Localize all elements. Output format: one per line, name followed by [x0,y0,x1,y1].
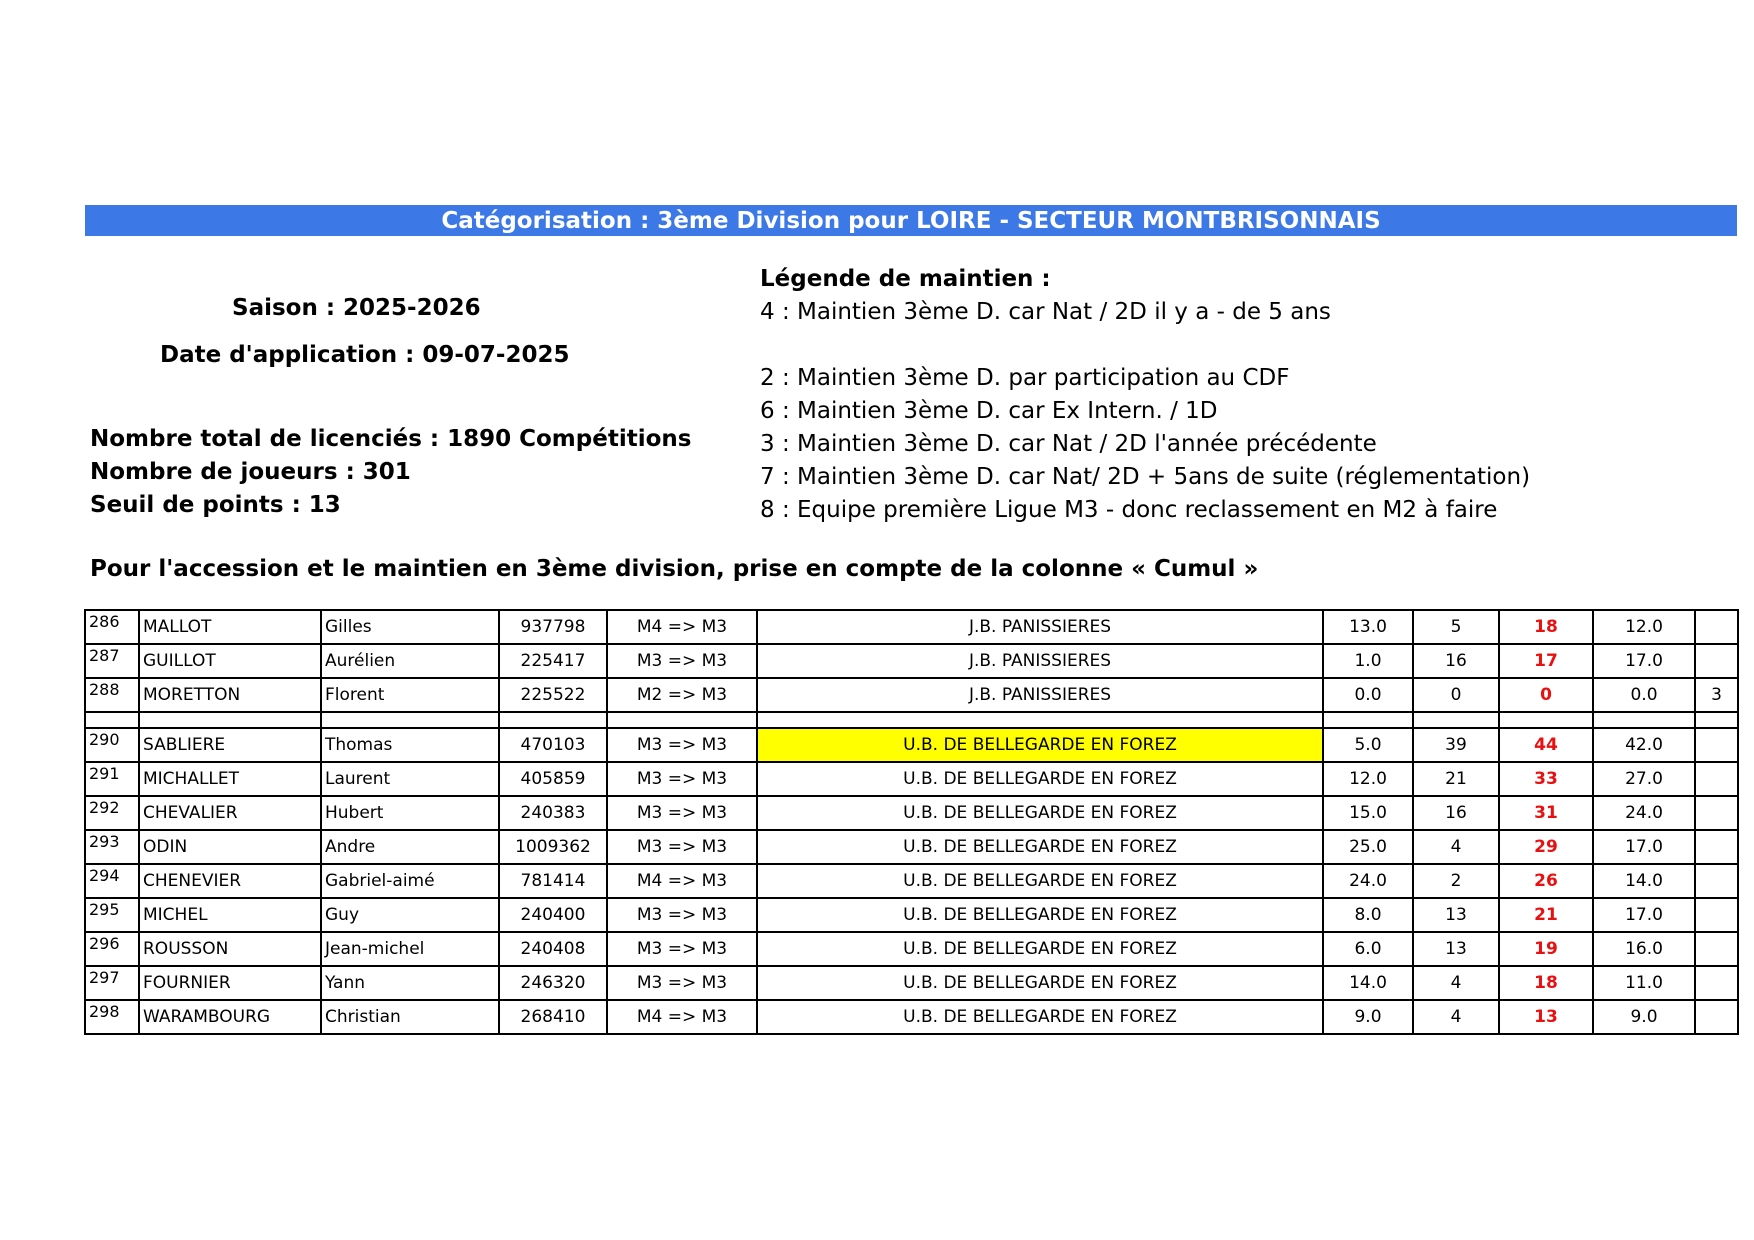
first-name-cell: Yann [321,966,499,1000]
last-name-cell: ROUSSON [139,932,321,966]
club-cell: U.B. DE BELLEGARDE EN FOREZ [757,1000,1323,1034]
cumul-cell: 33 [1499,762,1593,796]
application-date: Date d'application : 09-07-2025 [160,342,570,368]
bonus-cell: 39 [1413,728,1499,762]
first-name-cell: Gilles [321,610,499,644]
bonus-cell: 2 [1413,864,1499,898]
first-name-cell: Gabriel-aimé [321,864,499,898]
empty-cell [1323,712,1413,728]
previous-points-cell: 17.0 [1593,898,1695,932]
table-row [85,1000,1738,1034]
club-cell: U.B. DE BELLEGARDE EN FOREZ [757,830,1323,864]
empty-cell [139,712,321,728]
previous-points-cell: 17.0 [1593,644,1695,678]
empty-cell [1695,712,1738,728]
maintenance-code-cell [1695,898,1738,932]
points-cell: 15.0 [1323,796,1413,830]
last-name-cell: ODIN [139,830,321,864]
empty-cell [607,712,757,728]
points-cell: 14.0 [1323,966,1413,1000]
cumul-cell: 44 [1499,728,1593,762]
license-cell: 225522 [499,678,607,712]
previous-points-cell: 14.0 [1593,864,1695,898]
separator-row [85,712,1738,728]
club-cell: J.B. PANISSIERES [757,678,1323,712]
last-name-cell: SABLIERE [139,728,321,762]
bonus-cell: 5 [1413,610,1499,644]
club-cell: J.B. PANISSIERES [757,610,1323,644]
last-name-cell: MALLOT [139,610,321,644]
first-name-cell: Aurélien [321,644,499,678]
maintenance-code-cell [1695,1000,1738,1034]
row-number: 296 [85,932,139,966]
first-name-cell: Andre [321,830,499,864]
last-name-cell: WARAMBOURG [139,1000,321,1034]
maintenance-code-cell [1695,966,1738,1000]
first-name-cell: Jean-michel [321,932,499,966]
table-row [85,932,1738,966]
license-cell: 937798 [499,610,607,644]
row-number: 294 [85,864,139,898]
club-cell: J.B. PANISSIERES [757,644,1323,678]
points-cell: 5.0 [1323,728,1413,762]
table-row [85,966,1738,1000]
legend-title: Légende de maintien : [760,266,1051,292]
table-row [85,898,1738,932]
points-cell: 24.0 [1323,864,1413,898]
first-name-cell: Christian [321,1000,499,1034]
row-number: 290 [85,728,139,762]
points-threshold: Seuil de points : 13 [90,492,341,518]
previous-points-cell: 12.0 [1593,610,1695,644]
last-name-cell: MORETTON [139,678,321,712]
club-cell: U.B. DE BELLEGARDE EN FOREZ [757,932,1323,966]
total-licensees: Nombre total de licenciés : 1890 Compétitions [90,426,692,452]
club-cell: U.B. DE BELLEGARDE EN FOREZ [757,864,1323,898]
bonus-cell: 21 [1413,762,1499,796]
last-name-cell: CHEVALIER [139,796,321,830]
category-cell: M4 => M3 [607,1000,757,1034]
cumul-cell: 21 [1499,898,1593,932]
club-cell: U.B. DE BELLEGARDE EN FOREZ [757,728,1323,762]
club-cell: U.B. DE BELLEGARDE EN FOREZ [757,966,1323,1000]
category-cell: M3 => M3 [607,966,757,1000]
player-count: Nombre de joueurs : 301 [90,459,411,485]
last-name-cell: FOURNIER [139,966,321,1000]
table-row [85,864,1738,898]
cumul-cell: 17 [1499,644,1593,678]
maintenance-code-cell [1695,932,1738,966]
empty-cell [1499,712,1593,728]
first-name-cell: Hubert [321,796,499,830]
maintenance-code-cell [1695,610,1738,644]
table-row [85,830,1738,864]
bonus-cell: 0 [1413,678,1499,712]
table-row [85,762,1738,796]
legend-item: 6 : Maintien 3ème D. car Ex Intern. / 1D [760,398,1218,424]
points-cell: 1.0 [1323,644,1413,678]
results-table [84,609,1739,1035]
club-cell: U.B. DE BELLEGARDE EN FOREZ [757,898,1323,932]
license-cell: 246320 [499,966,607,1000]
legend-item: 8 : Equipe première Ligue M3 - donc reclassement en M2 à faire [760,497,1498,523]
cumul-cell: 13 [1499,1000,1593,1034]
table-row [85,610,1738,644]
season-label: Saison : 2025-2026 [232,295,481,321]
first-name-cell: Guy [321,898,499,932]
bonus-cell: 4 [1413,1000,1499,1034]
bonus-cell: 13 [1413,898,1499,932]
first-name-cell: Thomas [321,728,499,762]
maintenance-code-cell [1695,796,1738,830]
cumul-cell: 26 [1499,864,1593,898]
license-cell: 240408 [499,932,607,966]
previous-points-cell: 16.0 [1593,932,1695,966]
last-name-cell: MICHEL [139,898,321,932]
license-cell: 781414 [499,864,607,898]
empty-cell [85,712,139,728]
previous-points-cell: 9.0 [1593,1000,1695,1034]
maintenance-code-cell [1695,830,1738,864]
row-number: 288 [85,678,139,712]
row-number: 286 [85,610,139,644]
cumul-cell: 0 [1499,678,1593,712]
previous-points-cell: 0.0 [1593,678,1695,712]
empty-cell [757,712,1323,728]
cumul-cell: 31 [1499,796,1593,830]
club-cell: U.B. DE BELLEGARDE EN FOREZ [757,796,1323,830]
bonus-cell: 4 [1413,966,1499,1000]
empty-cell [321,712,499,728]
previous-points-cell: 11.0 [1593,966,1695,1000]
row-number: 297 [85,966,139,1000]
maintenance-code-cell [1695,644,1738,678]
cumul-note: Pour l'accession et le maintien en 3ème division, prise en compte de la colonne « Cumul » [90,556,1259,582]
bonus-cell: 13 [1413,932,1499,966]
license-cell: 470103 [499,728,607,762]
row-number: 287 [85,644,139,678]
points-cell: 9.0 [1323,1000,1413,1034]
page-title: Catégorisation : 3ème Division pour LOIRE - SECTEUR MONTBRISONNAIS [85,205,1737,236]
category-cell: M4 => M3 [607,864,757,898]
category-cell: M3 => M3 [607,932,757,966]
category-cell: M3 => M3 [607,762,757,796]
category-cell: M3 => M3 [607,644,757,678]
category-cell: M3 => M3 [607,830,757,864]
legend-item: 7 : Maintien 3ème D. car Nat/ 2D + 5ans de suite (réglementation) [760,464,1531,490]
previous-points-cell: 24.0 [1593,796,1695,830]
empty-cell [499,712,607,728]
row-number: 298 [85,1000,139,1034]
legend-spacer [760,329,1530,362]
points-cell: 8.0 [1323,898,1413,932]
cumul-cell: 19 [1499,932,1593,966]
license-cell: 1009362 [499,830,607,864]
first-name-cell: Florent [321,678,499,712]
license-cell: 268410 [499,1000,607,1034]
empty-cell [1413,712,1499,728]
previous-points-cell: 17.0 [1593,830,1695,864]
club-cell: U.B. DE BELLEGARDE EN FOREZ [757,762,1323,796]
points-cell: 12.0 [1323,762,1413,796]
row-number: 292 [85,796,139,830]
maintenance-code-cell [1695,762,1738,796]
table-row [85,796,1738,830]
maintenance-code-cell: 3 [1695,678,1738,712]
previous-points-cell: 27.0 [1593,762,1695,796]
cumul-cell: 29 [1499,830,1593,864]
maintenance-code-cell [1695,728,1738,762]
points-cell: 25.0 [1323,830,1413,864]
license-cell: 405859 [499,762,607,796]
empty-cell [1593,712,1695,728]
license-cell: 225417 [499,644,607,678]
category-cell: M4 => M3 [607,610,757,644]
maintenance-code-cell [1695,864,1738,898]
category-cell: M3 => M3 [607,796,757,830]
last-name-cell: CHENEVIER [139,864,321,898]
points-cell: 13.0 [1323,610,1413,644]
points-cell: 0.0 [1323,678,1413,712]
row-number: 293 [85,830,139,864]
category-cell: M3 => M3 [607,898,757,932]
row-number: 295 [85,898,139,932]
license-cell: 240400 [499,898,607,932]
results-body [85,610,1738,1034]
last-name-cell: GUILLOT [139,644,321,678]
license-cell: 240383 [499,796,607,830]
table-row [85,678,1738,712]
bonus-cell: 16 [1413,644,1499,678]
bonus-cell: 4 [1413,830,1499,864]
cumul-cell: 18 [1499,610,1593,644]
table-row [85,728,1738,762]
table-row [85,644,1738,678]
legend-item: 2 : Maintien 3ème D. par participation au CDF [760,365,1290,391]
row-number: 291 [85,762,139,796]
category-cell: M3 => M3 [607,728,757,762]
bonus-cell: 16 [1413,796,1499,830]
points-cell: 6.0 [1323,932,1413,966]
category-cell: M2 => M3 [607,678,757,712]
previous-points-cell: 42.0 [1593,728,1695,762]
last-name-cell: MICHALLET [139,762,321,796]
maintenance-legend [760,263,1530,527]
first-name-cell: Laurent [321,762,499,796]
cumul-cell: 18 [1499,966,1593,1000]
legend-item: 3 : Maintien 3ème D. car Nat / 2D l'année précédente [760,431,1377,457]
legend-item: 4 : Maintien 3ème D. car Nat / 2D il y a - de 5 ans [760,299,1331,325]
